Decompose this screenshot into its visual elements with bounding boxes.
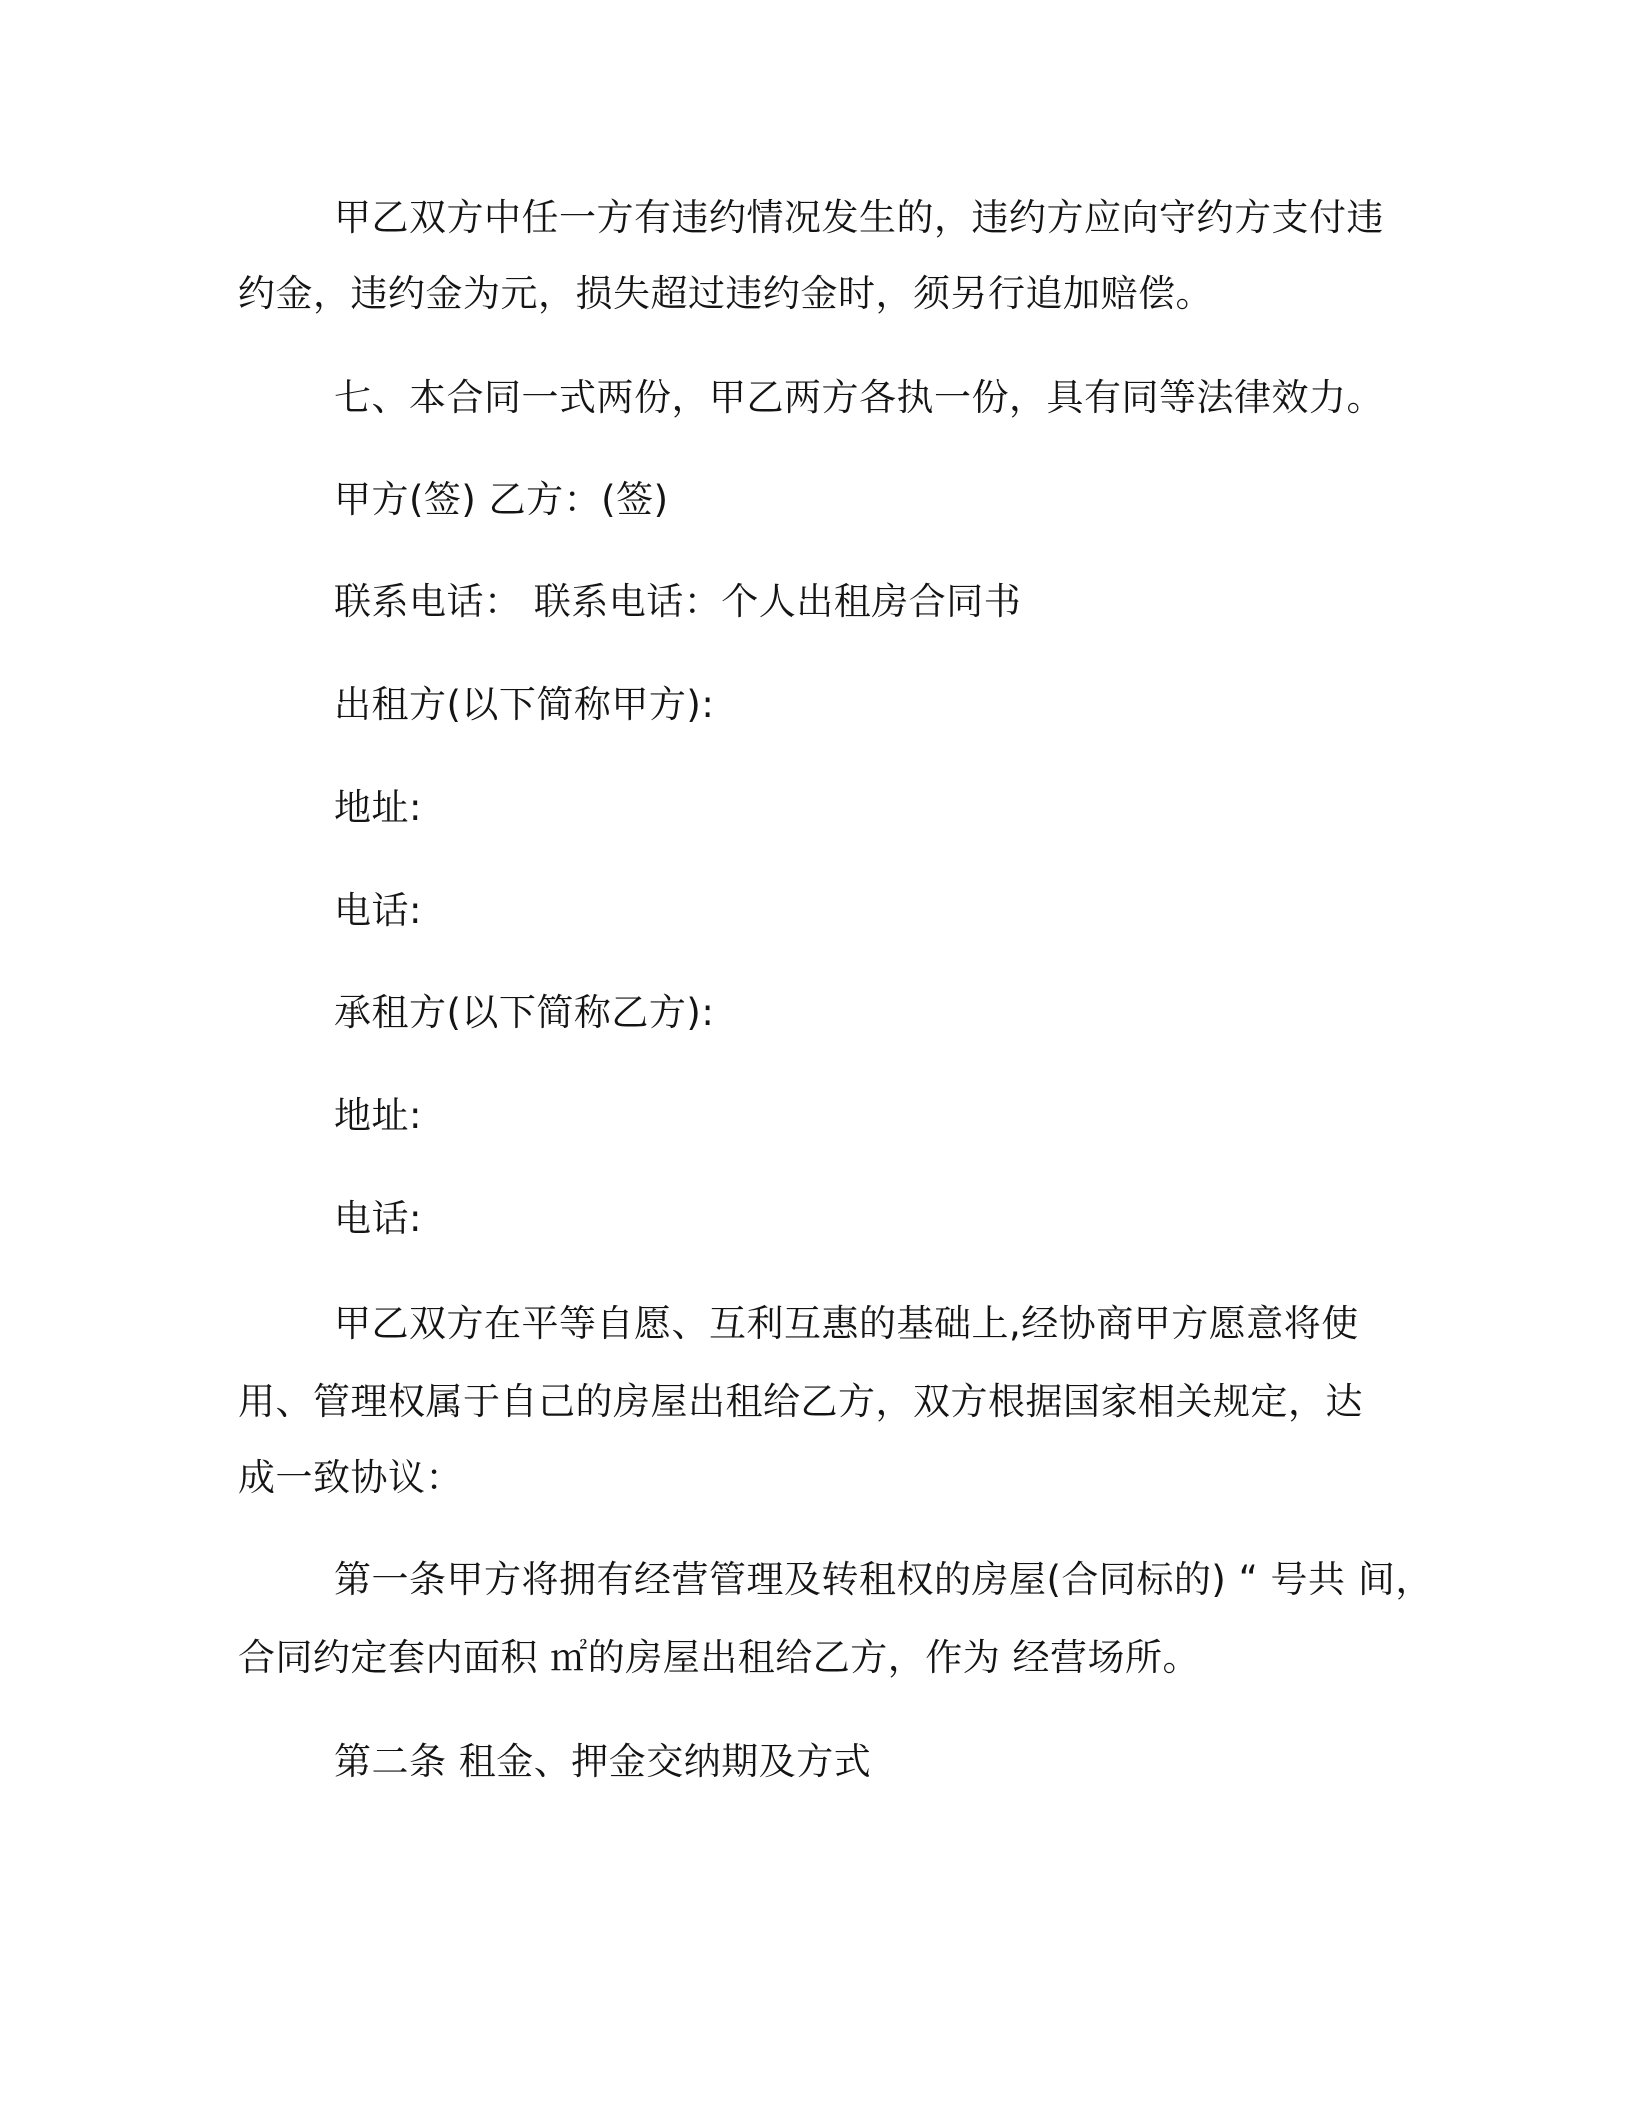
paragraph-breach-line-1: 甲乙双方中任一方有违约情况发生的，违约方应向守约方支付违 <box>334 196 1384 239</box>
paragraph-agreement-line-1: 甲乙双方在平等自愿、互利互惠的基础上,经协商甲方愿意将使 <box>334 1302 1359 1345</box>
paragraph-lessor-address: 地址: <box>334 786 422 829</box>
paragraph-article-1-line-1: 第一条甲方将拥有经营管理及转租权的房屋(合同标的) “ 号共 间， <box>334 1558 1433 1601</box>
paragraph-agreement-line-3: 成一致协议： <box>238 1456 463 1499</box>
paragraph-lessor-phone: 电话: <box>334 889 422 932</box>
paragraph-lessee-address: 地址: <box>334 1094 422 1137</box>
paragraph-lessor-heading: 出租方(以下简称甲方): <box>334 683 715 726</box>
paragraph-lessee-phone: 电话: <box>334 1197 422 1240</box>
paragraph-article-2: 第二条 租金、押金交纳期及方式 <box>334 1740 872 1783</box>
paragraph-signatures: 甲方(签) 乙方：(签) <box>334 478 669 521</box>
paragraph-agreement-line-2: 用、管理权属于自己的房屋出租给乙方，双方根据国家相关规定，达 <box>238 1380 1363 1423</box>
paragraph-breach-line-2: 约金，违约金为元，损失超过违约金时，须另行追加赔偿。 <box>238 272 1213 315</box>
paragraph-contact-phone: 联系电话： 联系电话：个人出租房合同书 <box>334 580 1022 623</box>
paragraph-article-1-line-2: 合同约定套内面积 ㎡的房屋出租给乙方，作为 经营场所。 <box>238 1636 1201 1679</box>
paragraph-clause-7: 七、本合同一式两份，甲乙两方各执一份，具有同等法律效力。 <box>334 376 1384 419</box>
paragraph-lessee-heading: 承租方(以下简称乙方): <box>334 991 715 1034</box>
